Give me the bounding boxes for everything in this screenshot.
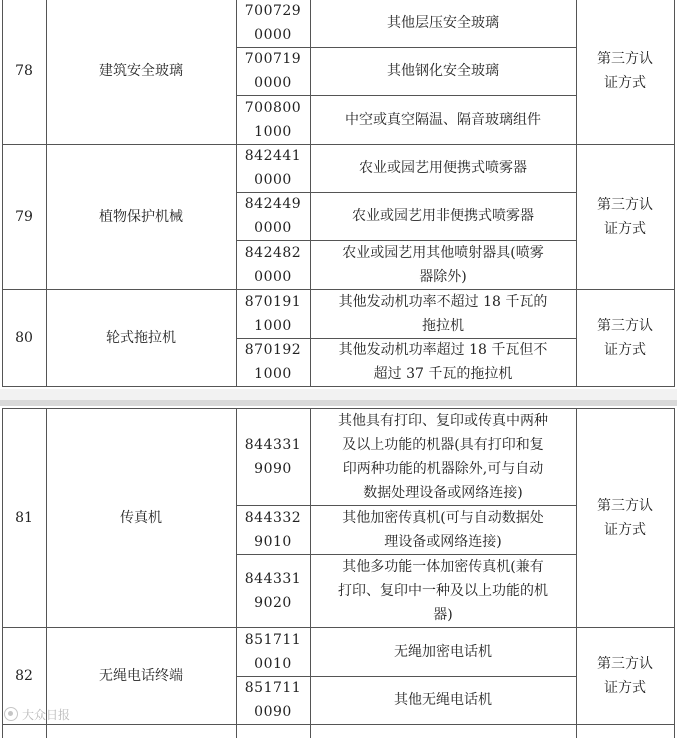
hs-code: 851711 0010 [244, 631, 302, 672]
watermark-text: 大众日报 [22, 707, 71, 722]
table-block-1 [2, 0, 675, 387]
product-description: 其他多功能一体加密传真机(兼有 打印、复印中一种及以上功能的机 器) [338, 558, 548, 623]
product-description: 其他钢化安全玻璃 [387, 63, 499, 79]
product-description: 其他发动机功率超过 18 千瓦但不 超过 37 千瓦的拖拉机 [338, 342, 548, 382]
product-description: 无绳加密电话机 [394, 643, 492, 660]
product-description: 农业或园艺用其他喷射器具(喷雾 器除外) [342, 244, 544, 285]
watermark-logo-icon [4, 707, 18, 721]
hs-code: 842482 0000 [244, 244, 302, 285]
product-description: 农业或园艺用便携式喷雾器 [359, 160, 527, 176]
row-number: 79 [15, 208, 33, 225]
hs-code: 870191 1000 [244, 293, 302, 334]
certification-method: 第三方认 证方式 [597, 196, 653, 237]
product-description: 中空或真空隔温、隔音玻璃组件 [345, 111, 541, 128]
product-description: 其他无绳电话机 [394, 692, 492, 708]
table-border [674, 408, 675, 738]
certification-method: 第三方认 证方式 [597, 655, 653, 696]
hs-code: 700729 0000 [244, 2, 302, 43]
certification-method: 第三方认 证方式 [597, 317, 653, 358]
hs-code: 700800 1000 [244, 99, 302, 140]
table-bottom-border [2, 724, 675, 725]
hs-code: 842441 0000 [244, 148, 302, 188]
table-border [674, 0, 675, 387]
hs-code: 844331 9090 [244, 436, 302, 477]
product-description: 其他发动机功率不超过 18 千瓦的 拖拉机 [338, 293, 548, 334]
watermark [4, 704, 70, 724]
row-number: 80 [15, 329, 33, 346]
hs-code: 844332 9010 [244, 509, 302, 550]
hs-code: 700719 0000 [244, 51, 302, 91]
category-name: 传真机 [120, 509, 162, 526]
product-description: 其他层压安全玻璃 [387, 14, 499, 31]
category-name: 轮式拖拉机 [106, 329, 176, 346]
category-name: 无绳电话终端 [99, 667, 183, 684]
table-bottom-border [2, 386, 675, 387]
certification-method: 第三方认 证方式 [597, 51, 653, 91]
row-number: 78 [15, 63, 33, 79]
row-number: 81 [15, 509, 33, 526]
category-name: 建筑安全玻璃 [99, 63, 183, 79]
hs-code: 870192 1000 [244, 342, 302, 382]
hs-code: 842449 0000 [244, 196, 302, 236]
hs-code: 844331 9020 [244, 570, 302, 611]
table-block-2 [2, 408, 675, 738]
page-gap-shadow [0, 400, 677, 406]
category-name: 植物保护机械 [99, 208, 183, 225]
product-description: 其他具有打印、复印或传真中两种 及以上功能的机器(具有打印和复 印两种功能的机器除外,可与自动 数据处理设备或网络连接) [338, 412, 548, 501]
hs-code: 851711 0090 [244, 680, 302, 720]
product-description: 农业或园艺用非便携式喷雾器 [352, 208, 534, 224]
row-number: 82 [15, 667, 33, 684]
product-description: 其他加密传真机(可与自动数据处 理设备或网络连接) [342, 509, 544, 550]
certification-method: 第三方认 证方式 [597, 497, 653, 538]
